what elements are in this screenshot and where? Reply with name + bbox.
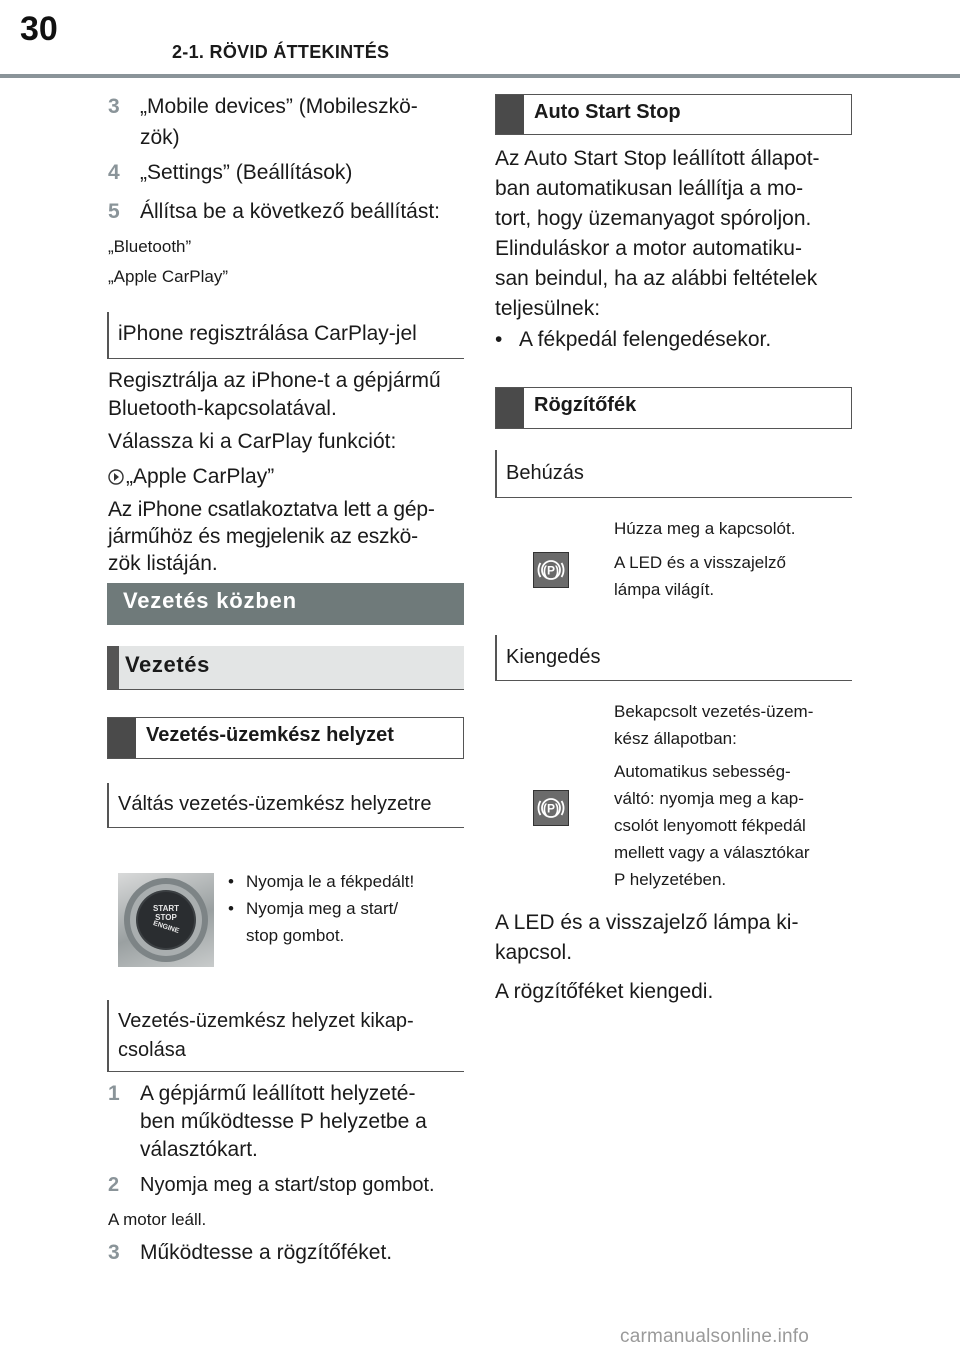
parking-brake-led-icon <box>533 552 569 588</box>
section-title: 2-1. RÖVID ÁTTEKINTÉS <box>172 42 390 62</box>
release-text-line: P helyzetében. <box>614 870 727 889</box>
carplay-text-1a: Regisztrálja az iPhone-t a gépjármű <box>108 369 441 392</box>
led-off-line: A LED és a visszajelző lámpa ki- <box>495 911 799 934</box>
ready-box-label: Vezetés-üzemkész helyzet <box>146 724 394 746</box>
list-item: • Nyomja le a fékpedált! <box>228 872 415 891</box>
step-text: ben működtesse P helyzetbe a <box>140 1110 427 1133</box>
release-text-line: kész állapotban: <box>614 729 737 748</box>
led-off-text <box>495 908 798 968</box>
step-text: „Mobile devices” (Mobileszkö- <box>140 95 418 118</box>
ready-off-line-1: Vezetés-üzemkész helyzet kikap- <box>118 1010 414 1032</box>
carplay-option-label: „Apple CarPlay” <box>126 465 275 488</box>
release-text-1 <box>614 698 813 752</box>
button-label-start: START <box>152 904 180 913</box>
carplay-option <box>108 462 274 492</box>
step-number: 2 <box>108 1174 120 1196</box>
step-number: 5 <box>108 200 120 223</box>
driving-subheading: Vezetés <box>107 646 464 690</box>
release-text-2 <box>614 758 810 893</box>
bullet-mark: • <box>495 328 503 351</box>
step-text: „Settings” (Beállítások) <box>140 161 353 184</box>
list-item-cont <box>228 922 468 949</box>
step-5-set <box>108 196 478 227</box>
button-label <box>118 904 214 935</box>
box-marker <box>108 718 136 758</box>
release-text-line: váltó: nyomja meg a kap- <box>614 789 804 808</box>
engine-off-note: A motor leáll. <box>108 1210 207 1229</box>
button-label-stop: STOP <box>155 913 177 922</box>
step-number: 4 <box>108 161 120 184</box>
play-arrow-icon <box>108 468 124 486</box>
brake-released-text: A rögzítőféket kiengedi. <box>495 980 714 1003</box>
pull-text-2 <box>614 549 786 603</box>
pull-text-1: Húzza meg a kapcsolót. <box>614 519 796 538</box>
carplay-text-3c: zök listáján. <box>108 552 218 575</box>
led-symbol-text: (P) <box>543 563 559 578</box>
carplay-text-3b: járműhöz és megjelenik az eszkö- <box>108 525 418 548</box>
autostart-line: Elinduláskor a motor automatiku- <box>495 237 802 260</box>
list-item-text: Nyomja meg a start/ <box>246 899 399 918</box>
autostart-line: Az Auto Start Stop leállított állapot- <box>495 147 820 170</box>
list-item-text: Nyomja le a fékpedált! <box>246 872 415 891</box>
release-subheading: Kiengedés <box>495 635 852 681</box>
parking-brake-symbol-icon <box>536 793 566 823</box>
autostart-text <box>495 144 820 324</box>
step-text-cont: zök) <box>140 126 180 149</box>
autostart-box <box>495 94 852 135</box>
parking-brake-symbol-icon <box>536 555 566 585</box>
step-3-mobile-devices <box>108 91 468 153</box>
step-text: Működtesse a rögzítőféket. <box>140 1241 393 1264</box>
page-number: 30 <box>20 10 58 48</box>
autostart-line: san beindul, ha az alábbi feltételek <box>495 267 818 290</box>
box-marker <box>496 95 524 134</box>
list-item: • Nyomja meg a start/ <box>228 899 399 918</box>
step-number: 3 <box>108 95 120 118</box>
autostart-line: teljesülnek: <box>495 297 601 320</box>
pull-text-2-line: A LED és a visszajelző <box>614 553 786 572</box>
release-text-line: Automatikus sebesség- <box>614 762 791 781</box>
step-text: Állítsa be a következő beállítást: <box>140 200 440 223</box>
release-text-line: Bekapcsolt vezetés-üzem- <box>614 702 814 721</box>
step-text: választókart. <box>140 1138 258 1161</box>
step-number: 1 <box>108 1082 120 1105</box>
autostart-line: tort, hogy üzemanyagot spóroljon. <box>495 207 812 230</box>
led-off-line: kapcsol. <box>495 941 573 964</box>
setting-carplay: „Apple CarPlay” <box>108 267 228 286</box>
parking-brake-box <box>495 387 852 429</box>
autostart-bullet-text: A fékpedál felengedésekor. <box>519 328 772 351</box>
release-text-line: mellett vagy a választókar <box>614 843 810 862</box>
switch-subheading: Váltás vezetés-üzemkész helyzetre <box>107 783 464 828</box>
ready-off-line-2: csolása <box>118 1039 186 1061</box>
parking-brake-label: Rögzítőfék <box>534 394 637 416</box>
carplay-text-2: Válassza ki a CarPlay funkciót: <box>108 430 397 453</box>
step-number: 3 <box>108 1241 120 1264</box>
start-stop-button-image <box>118 873 214 967</box>
pull-subheading: Behúzás <box>495 450 852 498</box>
ready-bullets <box>228 868 468 949</box>
step-2-press <box>108 1170 478 1201</box>
step-text: A gépjármű leállított helyzeté- <box>140 1082 416 1105</box>
parking-brake-led-icon <box>533 790 569 826</box>
step-1-park <box>108 1080 468 1173</box>
autostart-bullet <box>495 325 771 355</box>
carplay-subheading: iPhone regisztrálása CarPlay-jel <box>107 312 464 359</box>
step-3-brake <box>108 1237 468 1268</box>
button-label-engine: ENGINE <box>152 920 180 935</box>
autostart-line: ban automatikusan leállítja a mo- <box>495 177 804 200</box>
setting-bluetooth: „Bluetooth” <box>108 237 192 256</box>
led-symbol-text: (P) <box>543 801 559 816</box>
watermark: carmanualsonline.info <box>620 1326 810 1347</box>
driving-section-bar: Vezetés közben <box>107 583 464 625</box>
autostart-box-label: Auto Start Stop <box>534 101 681 123</box>
box-marker <box>496 388 524 428</box>
step-text: Nyomja meg a start/stop gombot. <box>140 1174 435 1196</box>
release-text-line: csolót lenyomott fékpedál <box>614 816 806 835</box>
pull-text-2-line: lámpa világít. <box>614 580 715 599</box>
ready-box <box>107 717 464 759</box>
header-rule <box>0 74 960 78</box>
step-4-settings <box>108 157 468 188</box>
carplay-text-1b: Bluetooth-kapcsolatával. <box>108 397 337 420</box>
ready-off-subheading <box>107 1000 464 1072</box>
carplay-text-3a: Az iPhone csatlakoztatva lett a gép- <box>108 498 435 521</box>
list-item-text: stop gombot. <box>246 926 345 945</box>
